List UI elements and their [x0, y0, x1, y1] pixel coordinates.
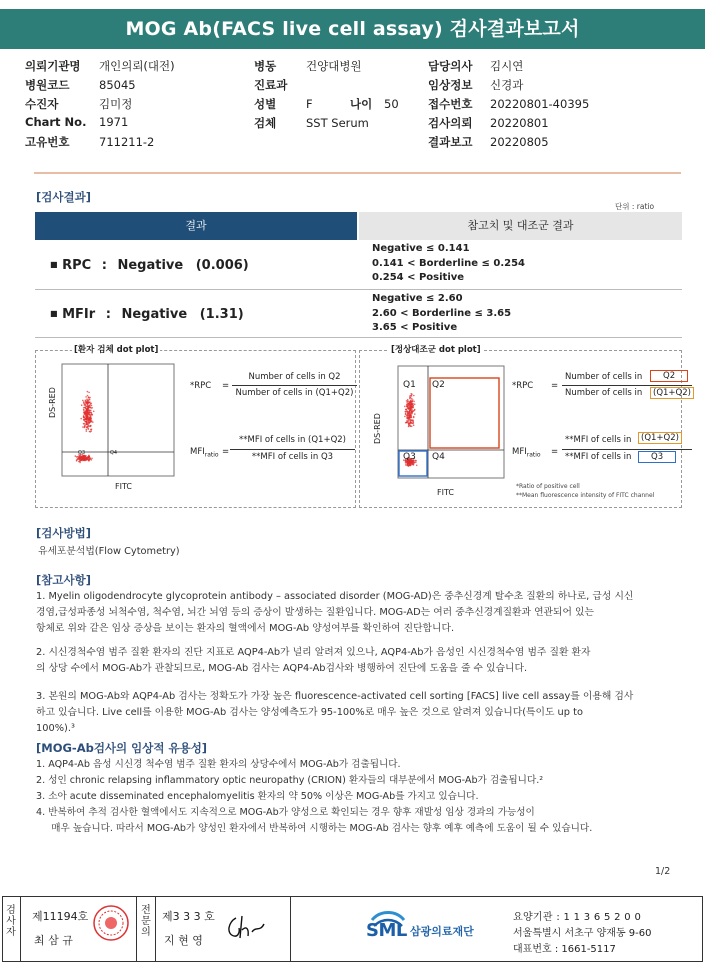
scatter-dot [86, 426, 88, 428]
scatter-dot [79, 460, 81, 462]
scatter-dot [84, 423, 86, 425]
scatter-dot [409, 423, 411, 425]
reference-column-header: 참고치 및 대조군 결과 [359, 212, 682, 240]
header-row: 검체 SST Serum [254, 116, 369, 130]
scatter-dot [414, 403, 416, 405]
scatter-dot [405, 409, 407, 411]
bullet-icon: ■ [50, 309, 58, 318]
examiner-label: 검 사 자 [6, 905, 16, 938]
notes-section-title: [참고사항] [36, 573, 91, 587]
scatter-dot [414, 413, 416, 415]
patient-dotplot [48, 362, 178, 494]
scatter-dot [86, 429, 88, 431]
scatter-dot [89, 425, 91, 427]
scatter-dot [406, 414, 408, 416]
unit-label: 단위 : ratio [615, 202, 655, 211]
scatter-dot [406, 400, 408, 402]
scatter-dot [82, 400, 84, 402]
divider [20, 896, 21, 962]
scatter-dot [412, 464, 414, 466]
header-row: 수진자 김미정 [25, 97, 133, 111]
header-row: 성별 F 나이 50 [254, 97, 399, 111]
scatter-dot [414, 462, 416, 464]
scatter-dot [404, 416, 406, 418]
result-column-header: 결과 [35, 212, 357, 240]
scatter-dot [86, 430, 88, 432]
scatter-dot [86, 398, 88, 400]
utility-list [36, 757, 682, 837]
header-row: 임상정보 신경과 [428, 78, 524, 92]
scatter-dot [411, 411, 413, 413]
scatter-dot [86, 459, 88, 461]
footnote-mfi: **Mean fluorescence intensity of FITC channel [516, 492, 655, 499]
patient-dotplot-title: [환자 검체 dot plot] [74, 345, 159, 355]
fraction-line [562, 449, 692, 450]
scatter-dot [86, 424, 88, 426]
method-section-title: [검사방법] [36, 526, 91, 540]
address: 서울특별시 서초구 양재동 9-60 [513, 928, 652, 939]
scatter-dot [90, 431, 92, 433]
scatter-dot [88, 398, 90, 400]
patient-x-axis: FITC [115, 482, 132, 491]
divider [290, 896, 291, 962]
list-item: 1. AQP4-Ab 음성 시신경 척수염 범주 질환 환자의 상당수에서 MOG-Ab가 검출됩니다. [36, 759, 401, 770]
scatter-dot [87, 400, 89, 402]
mfir-result: ■ MFIr : Negative (1.31) [50, 307, 244, 322]
scatter-dot [408, 425, 410, 427]
method-text: 유세포분석법(Flow Cytometry) [38, 546, 180, 557]
header-row: 결과보고 20220805 [428, 135, 549, 149]
scatter-dot [408, 416, 410, 418]
utility-section-title: [MOG-Ab검사의 임상적 유용성] [36, 741, 208, 755]
header-row: 담당의사 김시연 [428, 59, 524, 73]
scatter-dot [76, 456, 78, 458]
scatter-dot [93, 411, 95, 413]
scatter-dot [409, 463, 411, 465]
equals-sign: = [222, 381, 230, 391]
scatter-dot [412, 420, 414, 422]
footnote-ratio: *Ratio of positive cell [516, 483, 580, 490]
scatter-dot [404, 411, 406, 413]
scatter-dot [85, 421, 87, 423]
scatter-dot [84, 412, 86, 414]
scatter-dot [410, 395, 412, 397]
fraction-line [562, 385, 692, 386]
scatter-dot [410, 400, 412, 402]
control-q4-label: Q4 [432, 452, 445, 462]
list-item: 매우 높습니다. 따라서 MOG-Ab가 양성인 환자에서 반복하여 시행하는 MOG-Ab 검사는 향후 예후 예측에 도움이 될 수 있습니다. [36, 823, 593, 834]
mfi-numerator: **MFI of cells in (Q1+Q2) [239, 435, 346, 445]
header-row: 접수번호 20220801-40395 [428, 97, 590, 111]
scatter-dot [91, 459, 93, 461]
rpc-denominator: Number of cells in (Q1+Q2) [235, 388, 354, 398]
control-mfi-denominator: **MFI of cells in [565, 452, 632, 462]
header-row: Chart No. 1971 [25, 115, 129, 129]
page-number: 1/2 [655, 866, 671, 877]
bullet-icon: ■ [50, 260, 58, 269]
rpc-numerator: Number of cells in Q2 [248, 372, 341, 382]
report-title: MOG Ab(FACS live cell assay) 검사결과보고서 [0, 9, 705, 49]
scatter-dot [87, 456, 89, 458]
equals-sign: = [551, 381, 559, 391]
scatter-dot [89, 419, 91, 421]
scatter-dot [404, 406, 406, 408]
scatter-dot [87, 391, 89, 393]
header-divider [34, 172, 681, 174]
scatter-dot [89, 412, 91, 414]
examiner-license: 제11194호 [32, 910, 89, 923]
scatter-dot [87, 406, 89, 408]
patient-y-axis: DS-RED [48, 387, 57, 418]
row-divider [35, 337, 682, 338]
scatter-dot [90, 429, 92, 431]
scatter-dot [90, 421, 92, 423]
scatter-dot [83, 402, 85, 404]
seal-stamp-icon [92, 904, 130, 942]
scatter-dot [82, 426, 84, 428]
scatter-dot [83, 456, 85, 458]
note-paragraph-3: 3. 본원의 MOG-Ab와 AQP4-Ab 검사는 정확도가 가장 높은 fluorescence-activated cell sorting [FACS] live cell assay를 이용해 검사 하고 있습니다. Live cell를 이용한 MOG-Ab 검사는 양성예측도가 95-100%로 매우 높은 것으로 알려져 있습니다(특이도 up to 100%).³ [36, 691, 634, 734]
scatter-dot [84, 424, 86, 426]
scatter-dot [87, 416, 89, 418]
scatter-dot [407, 406, 409, 408]
scatter-dot [406, 417, 408, 419]
note-paragraph-2: 2. 시신경척수염 범주 질환 환자의 진단 지표로 AQP4-Ab가 널리 알려져 있으나, AQP4-Ab가 음성인 시신경척수염 범주 질환 환자 의 상당 수에서 MOG-Ab가 관찰되므로, MOG-Ab 검사는 AQP4-Ab검사와 병행하여 진단에 도움을 줄 수 있습니다. [36, 647, 591, 674]
q2-box: Q2 [650, 370, 688, 382]
divider [155, 896, 156, 962]
control-rpc-denominator: Number of cells in [565, 388, 643, 398]
scatter-dot [407, 402, 409, 404]
scatter-dot [89, 402, 91, 404]
results-section-title: [검사결과] [36, 190, 91, 204]
list-item: 3. 소아 acute disseminated encephalomyelitis 환자의 약 50% 이상은 MOG-Ab를 가지고 있습니다. [36, 791, 479, 802]
scatter-dot [411, 393, 413, 395]
scatter-dot [83, 419, 85, 421]
scatter-dot [91, 405, 93, 407]
row-divider [35, 289, 682, 290]
phone: 대표번호 : 1661-5117 [513, 944, 616, 955]
scatter-dot [410, 414, 412, 416]
scatter-dot [83, 459, 85, 461]
scatter-dot [90, 412, 92, 414]
scatter-dot [409, 398, 411, 400]
scatter-dot [408, 413, 410, 415]
fraction-line [232, 385, 357, 386]
header-row: 진료과 [254, 78, 288, 92]
control-y-axis: DS-RED [373, 413, 382, 444]
scatter-dot [87, 395, 89, 397]
control-dotplot-title: [정상대조군 dot plot] [391, 345, 481, 355]
rpc-result: ■ RPC : Negative (0.006) [50, 258, 249, 273]
scatter-dot [85, 396, 87, 398]
scatter-dot [410, 420, 412, 422]
scatter-dot [85, 416, 87, 418]
patient-q4-label: Q4 [110, 450, 118, 456]
control-q1-label: Q1 [403, 380, 416, 390]
scatter-dot [87, 411, 89, 413]
scatter-dot [410, 425, 412, 427]
scatter-dot [406, 422, 408, 424]
scatter-dot [89, 417, 91, 419]
scatter-dot [91, 458, 93, 460]
scatter-dot [407, 399, 409, 401]
scatter-dot [92, 414, 94, 416]
list-item: 4. 반복하여 추적 검사한 혈액에서도 지속적으로 MOG-Ab가 양성으로 확인되는 경우 향후 재발성 임상 경과의 가능성이 [36, 807, 535, 818]
header-row: 의뢰기관명 개인의뢰(대전) [25, 59, 175, 73]
control-x-axis: FITC [437, 488, 454, 497]
scatter-dot [88, 455, 90, 457]
scatter-dot [407, 463, 409, 465]
scatter-dot [413, 395, 415, 397]
note-paragraph-1: 1. Myelin oligodendrocyte glycoprotein antibody – associated disorder (MOG-AD)은 중추신경계 탈수초 질환의 하나로, 급성 시신 경염,급성파종성 뇌척수염, 척수염, 뇌간 뇌염 등의 증상이 발생하는 질환입니다. MOG-AD는 여러 중추신경계질환과 연관되어 있는 항체로 위와 같은 임상 증상을 보이는 환자의 혈액에서 MOG-Ab 양성여부를 확인하여 진단합니다. [36, 591, 634, 634]
scatter-dot [85, 405, 87, 407]
scatter-dot [413, 416, 415, 418]
scatter-dot [413, 401, 415, 403]
scatter-dot [411, 398, 413, 400]
scatter-dot [405, 463, 407, 465]
organization-name: 삼광의료재단 [410, 925, 474, 938]
patient-q3-label: Q3 [78, 450, 86, 456]
scatter-dot [414, 409, 416, 411]
scatter-dot [89, 421, 91, 423]
scatter-dot [416, 465, 418, 467]
scatter-dot [87, 409, 89, 411]
scatter-dot [85, 457, 87, 459]
mfir-reference: Negative ≤ 2.60 2.60 < Borderline ≤ 3.65 3.65 < Positive [372, 293, 512, 333]
equals-sign: = [222, 447, 230, 457]
scatter-dot [76, 460, 78, 462]
scatter-dot [88, 424, 90, 426]
list-item: 2. 성인 chronic relapsing inflammatory optic neuropathy (CRION) 환자들의 대부분에서 MOG-Ab가 검출됩니다.² [36, 775, 544, 786]
scatter-dot [85, 419, 87, 421]
scatter-dot [86, 402, 88, 404]
scatter-dot [88, 392, 90, 394]
q3-box: Q3 [638, 451, 676, 463]
scatter-dot [84, 407, 86, 409]
scatter-dot [412, 422, 414, 424]
scatter-dot [92, 421, 94, 423]
scatter-dot [407, 400, 409, 402]
specialist-license: 제3 3 3 호 [162, 910, 215, 923]
mfi-formula-label: $MFI_{ratio}$ [512, 447, 541, 459]
scatter-dot [87, 414, 89, 416]
scatter-dot [89, 397, 91, 399]
header-row: 검사의뢰 20220801 [428, 116, 549, 130]
scatter-dot [83, 415, 85, 417]
scatter-dot [407, 404, 409, 406]
scatter-dot [90, 415, 92, 417]
scatter-dot [81, 404, 83, 406]
rpc-formula-label: *RPC [512, 381, 534, 391]
scatter-dot [405, 413, 407, 415]
scatter-dot [90, 406, 92, 408]
control-q2-label: Q2 [432, 380, 445, 390]
scatter-dot [412, 405, 414, 407]
scatter-dot [81, 457, 83, 459]
scatter-dot [86, 417, 88, 419]
divider [136, 896, 137, 962]
examiner-name: 최 삼 규 [34, 934, 73, 947]
specialist-name: 지 현 영 [164, 934, 203, 947]
q1q2-box: (Q1+Q2) [650, 387, 694, 399]
equals-sign: = [551, 447, 559, 457]
scatter-dot [83, 409, 85, 411]
scatter-dot [80, 418, 82, 420]
control-q3-label: Q3 [403, 452, 416, 462]
scatter-dot [89, 459, 91, 461]
rpc-formula-label: *RPC [190, 381, 212, 391]
signature-icon [222, 912, 266, 942]
header-row: 병원코드 85045 [25, 78, 136, 92]
header-row: 고유번호 711211-2 [25, 135, 155, 149]
fraction-line [230, 449, 355, 450]
scatter-dot [411, 401, 413, 403]
sml-logo-text: SML [366, 920, 407, 941]
scatter-dot [89, 410, 91, 412]
mfi-formula-label: $MFI_{ratio}$ [190, 447, 219, 459]
control-rpc-numerator: Number of cells in [565, 372, 643, 382]
rpc-reference: Negative ≤ 0.141 0.141 < Borderline ≤ 0.254 0.254 < Positive [372, 243, 525, 283]
mfi-denominator: **MFI of cells in Q3 [251, 452, 334, 462]
scatter-dot [413, 424, 415, 426]
scatter-dot [410, 406, 412, 408]
header-row: 병동 건양대병원 [254, 59, 362, 73]
scatter-dot [409, 410, 411, 412]
specialist-label: 전 문 의 [141, 905, 151, 938]
scatter-dot [411, 416, 413, 418]
control-mfi-numerator: **MFI of cells in [565, 435, 632, 445]
institution-code: 요양기관 : 1 1 3 6 5 2 0 0 [513, 912, 642, 923]
scatter-dot [409, 408, 411, 410]
q1q2-box: (Q1+Q2) [638, 432, 682, 444]
